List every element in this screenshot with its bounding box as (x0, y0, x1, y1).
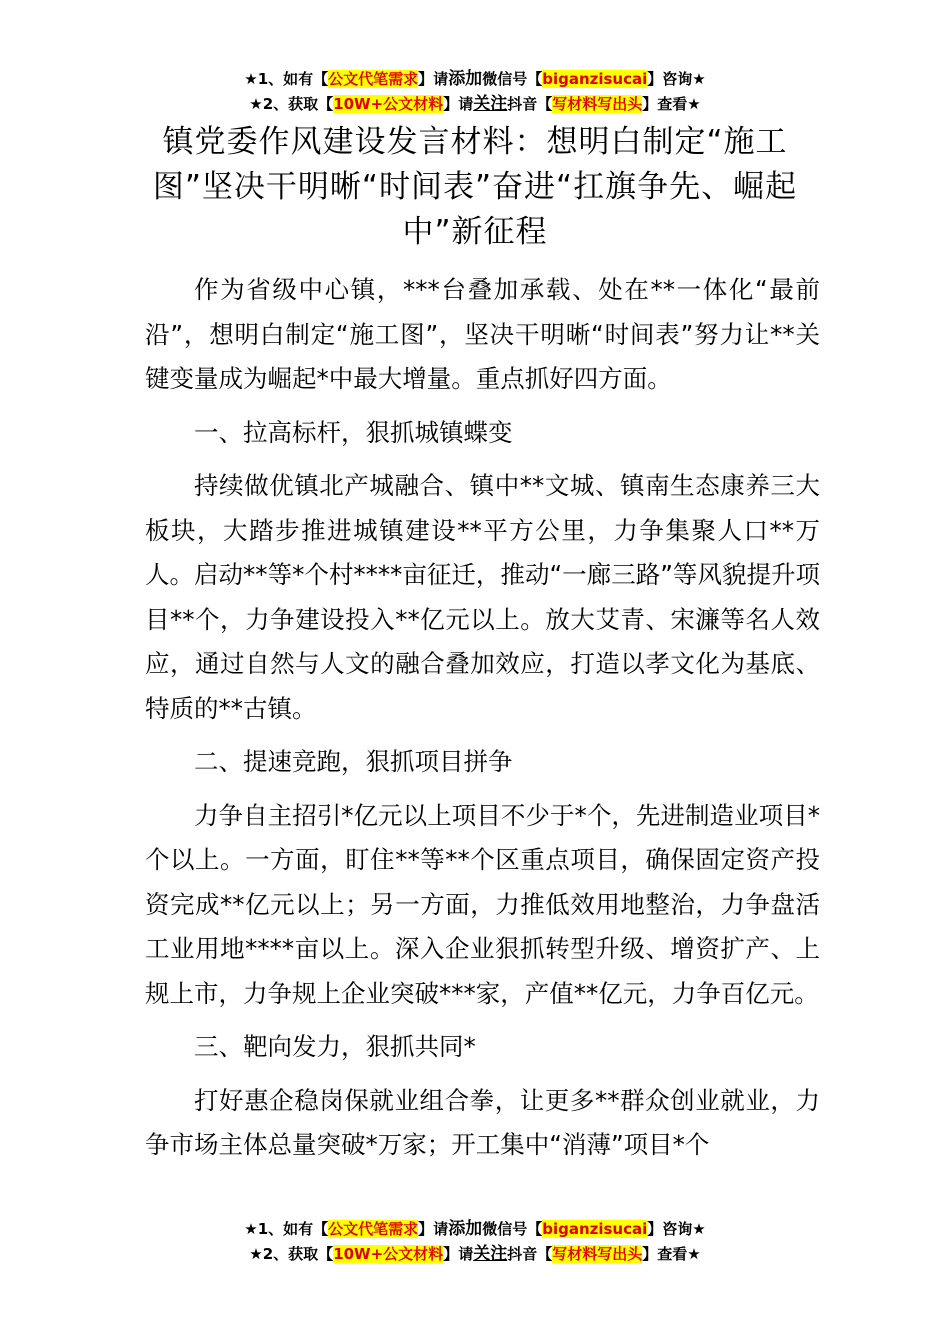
douyin-highlight: 写材料写出头 (552, 95, 643, 113)
notice-text: 添加 (448, 69, 483, 89)
notice-text: 关注 (473, 1244, 508, 1264)
notice-text: 微信号【 (482, 1220, 543, 1238)
douyin-highlight: 写材料写出头 (552, 1245, 643, 1263)
service-highlight: 公文代笔需求 (328, 1220, 419, 1238)
notice-text: 抖音【 (507, 1245, 553, 1263)
notice-line-1 (0, 68, 950, 93)
footer-notice (0, 1218, 950, 1268)
section-heading-2: 二、提速竞跑，狠抓项目拼争 (194, 747, 513, 776)
paragraph-3: 打好惠企稳岗保就业组合拳，让更多**群众创业就业，力争市场主体总量突破*万家；开工集中“消薄”项目*个 (145, 1085, 820, 1159)
notice-line-1 (0, 1218, 950, 1243)
service-highlight: 公文代笔需求 (328, 70, 419, 88)
notice-text: ★2、获取【 (249, 95, 334, 113)
document-title: 镇党委作风建设发言材料：想明白制定“施工图”坚决干明晰“时间表”奋进“扛旗争先、崛起中”新征程 (152, 124, 798, 250)
notice-text: 】查看★ (642, 1245, 701, 1263)
notice-line-2 (0, 1243, 950, 1268)
notice-text: ★2、获取【 (249, 1245, 334, 1263)
wechat-id-highlight: biganzisucai (542, 70, 648, 88)
notice-text: 抖音【 (507, 95, 553, 113)
notice-text: 】请 (418, 1220, 449, 1238)
materials-highlight: 10W+公文材料 (333, 1245, 444, 1263)
notice-text: 】查看★ (642, 95, 701, 113)
notice-text: 】请 (443, 95, 474, 113)
notice-text: ★1、如有【 (244, 70, 329, 88)
section-heading-1: 一、拉高标杆，狠抓城镇蝶变 (194, 417, 513, 447)
header-notice (0, 68, 950, 118)
notice-text: 添加 (448, 1219, 483, 1239)
notice-text: ★1、如有【 (244, 1220, 329, 1238)
notice-text: 】咨询★ (647, 1220, 706, 1238)
wechat-id-highlight: biganzisucai (542, 1220, 648, 1238)
materials-highlight: 10W+公文材料 (333, 95, 444, 113)
notice-text: 】请 (418, 70, 449, 88)
notice-text: 关注 (473, 94, 508, 114)
notice-text: 微信号【 (482, 70, 543, 88)
section-heading-3: 三、靶向发力，狠抓共同* (194, 1032, 476, 1061)
notice-text: 】请 (443, 1245, 474, 1263)
document-body (145, 268, 820, 1177)
notice-line-2 (0, 93, 950, 118)
paragraph-2: 力争自主招引*亿元以上项目不少于*个，先进制造业项目*个以上。一方面，盯住**等**个区重点项目，确保固定资产投资完成**亿元以上；另一方面，力推低效用地整治，力争盘活工业用地****亩以上。深入企业狠抓转型升级、增资扩产、上规上市，力争规上企业突破***家，产值**亿元，力争百亿元。 (145, 800, 820, 1008)
paragraph-intro: 作为省级中心镇，***台叠加承载、处在**一体化“最前沿”，想明白制定“施工图”，坚决干明晰“时间表”努力让**关键变量成为崛起*中最大增量。重点抓好四方面。 (145, 275, 820, 393)
paragraph-1: 持续做优镇北产城融合、镇中**文城、镇南生态康养三大板块，大踏步推进城镇建设**平方公里，力争集聚人口**万人。启动**等*个村****亩征迁，推动“一廊三路”等风貌提升项目**个，力争建设投入**亿元以上。放大艾青、宋濂等名人效应，通过自然与人文的融合叠加效应，打造以孝文化为基底、特质的**古镇。 (145, 471, 820, 723)
notice-text: 】咨询★ (647, 70, 706, 88)
